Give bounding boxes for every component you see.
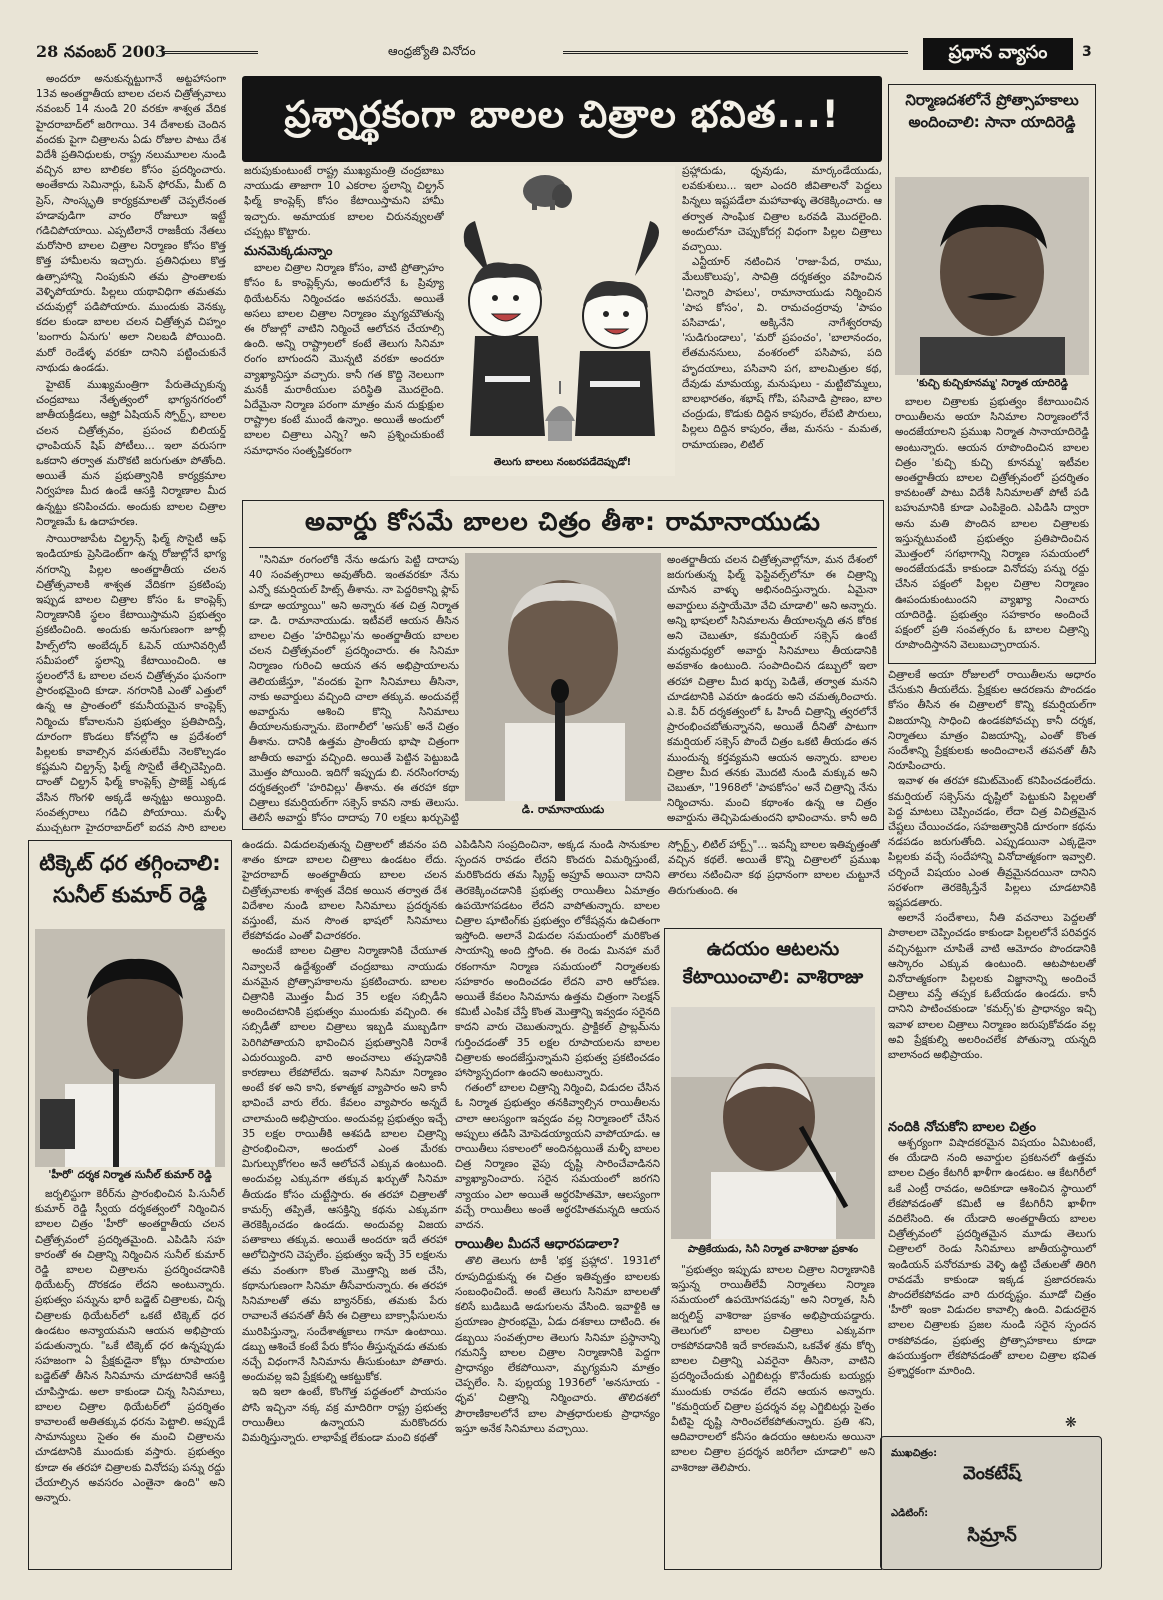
center-col3-para1: ప్రహ్లాదుడు, ధృవుడు, మార్కండేయుడు, లవకుశులు... ఇలా ఎందరి జీవితాలనో పెద్దలు పిన్నలు ఇష్టపడేలా మహావాళ్ళు తెరకెక్కించారు. ఆ తర్వాత సాంఘిక చిత్రాల ఒరవడి మొదలైంది. అందులోనూ చెప్పుకోదగ్గ విధంగా పిల్లల చిత్రాలు వచ్చాయి. xyxy=(682,165,882,254)
ticket-section xyxy=(28,840,232,1570)
vasiraju-photo xyxy=(671,1007,875,1239)
paragraph-3: సాయిరాజాపేట చిల్డ్రన్స్ ఫిల్మ్ సొసైటీ ఆఫ్ ఇండియాకు ప్రెసిడెంట్‌గా ఉన్న రోజుల్లోనే భాగ్య నగరాన్ని పిల్లల అంతర్జాతీయ చలన చిత్రోత్సవాలకి శాశ్వత వేదికగా ప్రకటింపు ఇప్పుడ బాలల చిత్రాల కోసం ఓ కాంప్లెక్స్ నిర్మాణానికి స్థలం కేటాయిస్తామని ప్రభుత్వం ప్రకటించింది. అందుకు అనుగుణంగా జూబ్లీ హిల్స్‌లోని అంబేద్కర్ ఓపెన్ యూనివర్సిటీ సమీపంలో స్థలాన్ని కేటాయించింది. ఆ స్థలంలోనే ఓ బాలల చలన చిత్రోత్సవం ఘనంగా ప్రారంభమైంది కూడా. నగరానికి ఎంతో ఎత్తులో ఉన్న ఆ ప్రాంతంలో కమనీయమైన కాంప్లెక్స్ నిర్మించు కోవాలనుని ప్రభుత్వం ప్రతిపాదిస్తే, దూరంగా కొండలు కోనల్లోని ఆ ప్రదేశంలో పిల్లలకు కావాల్సిన వసతులేమీ నెలకొల్పడం కష్టమని చిల్డ్రన్స్ ఫిల్మ్ సొసైటీ తేల్చిచెప్పింది. దాంతో చిల్డ్రన్ ఫిల్మ్ కాంప్లెక్స్ ప్రాజెక్ట్ ఎక్కడ వేసిన గొంగళి అక్కడే అన్నట్టు అయ్యింది. సంవత్సరాలు గడిచి పోయాయి. మళ్ళీ ముచ్చటగా హైదరాబాద్‌లో ఐదవ సారి బాలల xyxy=(36,533,226,834)
children-illustration xyxy=(450,166,675,476)
middle-col2-para3: తొలి తెలుగు టాకీ 'భక్త ప్రహ్లాద'. 1931లో రూపుదిద్దుకున్న ఈ చిత్రం ఇతివృత్తం బాలలకు సంబంధించిందే. అంటే తెలుగు సినిమా బాలలతో కలిసే బుడిబుడి అడుగులను వేసింది. ఇవాళ్టికి ఆ ప్రయాణం ప్రారంభమై, ఏడు దశకాలు దాటింది. ఈ డబ్బయి సంవత్సరాల తెలుగు సినిమా ప్రస్థానాన్ని గమనిస్తే బాలల చిత్రాల నిర్మాణానికి పెద్దగా ప్రాధాన్యం లేకపోయినా, మృగ్యమని మాత్రం చెప్పలేం. సి. పుల్లయ్య 1936లో 'అనసూయ - ధృవ' చిత్రాన్ని నిర్మించారు. తొలిదశలో పౌరాణికాలలోనే బాల పాత్రధారులకు ప్రాధాన్యం ఇస్తూ అనేక సినిమాలు వచ్చాయి. xyxy=(455,1255,660,1435)
yadireddy-body: బాలల చిత్రాలకు ప్రభుత్వం కేటాయించిన రాయితీలను అయా సినిమాల నిర్మాణంలోనే అందజేయాలని ప్రముఖ నిర్మాత సానాయాదిరెడ్డి అంటున్నారు. ఆయన రూపొందించిన బాలల చిత్రం 'కుచ్చి కుచ్చి కూనమ్మ' ఇటీవల అంతర్జాతీయ బాలల చిత్రోత్సవంలో ప్రదర్శితం కావటంతో పాటు విదేశీ సినిమాలతో పోటీ పడి బహుమానికి కూడా ఎంపికైంది. ఎపిడిసి ద్వారా అను మతి పొందిన బాలల చిత్రాలకు ఇస్తున్నటువంటి ప్రభుత్వం ప్రతిపాదించిన మొత్తంలో సగభాగాన్ని నిర్మాణ సమయంలో అందజేయడమే కాకుండా వినోదపు పన్ను రద్దు చేసిన పక్షంలో పిల్లల చిత్రాల నిర్మాణం ఊపందుకుంటుందని వ్యాఖ్యా నించారు యాదిరెడ్డి. ప్రభుత్వం సహకారం అందించే పక్షంలో ప్రతి సంవత్సరం ఓ బాలల చిత్రాన్ని రూపొందిస్తానని వెలుబుచ్చారాయన. xyxy=(895,396,1089,652)
center-col1-text xyxy=(244,164,444,494)
paragraph-2: హైటెక్ ముఖ్యమంత్రిగా పేరుతెచ్చుకున్న చంద్రబాబు నేతృత్వంలో భాగ్యనగరంలో జాతీయక్రీడలు, ఆఫ్రో ఏషియన్ స్పోర్ట్స్, బాలల చలన చిత్రోత్సవం, ప్రపంచ బిలియర్డ్ ఛాంపియన్ షిప్ పోటీలు... ఇలా వరుసగా ఒకదాని తర్వాత మరొకటి జరుగుతూ పోతోంది. అయితే మన ప్రభుత్వానికి కార్యక్రమాల నిర్వహణ మీద ఉండే ఆసక్తి నిర్మాణాల మీద ఉన్నట్టు కనిపించదు. అందుకు బాలల చిత్రాల నిర్మాణమే ఓ ఉదాహరణ. xyxy=(36,379,226,528)
right-para-4: ఆశ్చర్యంగా విషాదకరమైన విషయం ఏమిటంటే, ఈ యేడాది నంది అవార్డుల ప్రకటనలో ఉత్తమ బాలల చిత్రం కేటగిరీ ఖాళీగా ఉండటం. ఆ కేటగిరీలో ఒకే ఎంట్రీ రావడం, అదికూడా ఆశించిన స్థాయిలో లేకపోవడంతో కమిటీ ఆ కేటగిరీని ఖాళీగా వదిలేసింది. ఈ యేడాది అంతర్జాతీయ బాలల చిత్రోత్సవంలో ప్రదర్శితమైన మూడు తెలుగు చిత్రాలలో రెండు సినిమాలు జాతీయస్థాయిలో ఇండియన్ పనోరమాకు వెళ్ళి ఉట్టి చేతులతో తిరిగి రావడమే కాకుండా ఇక్కడ ప్రజాదరణను పొందలేకపోవడం వారి దురదృష్టం. మూడో చిత్రం 'హీరో' ఇంకా విడుదల కావాల్సి ఉంది. విడుదలైన బాలల చిత్రాలకు ప్రజల నుండి సరైన స్పందన రాకపోవడం, ప్రభుత్వ ప్రోత్సాహకాలు కూడా ఉపయుక్తంగా లేకపోవడంతో బాలల చిత్రాల భవిత ప్రశ్నార్థకంగా మారింది. xyxy=(888,1137,1096,1378)
sunil-portrait-icon xyxy=(35,929,225,1167)
children-cartoon-icon xyxy=(450,166,675,476)
award-col2: అంతర్జాతీయ చలన చిత్రోత్సవాల్లోనూ, మన దేశంలో జరుగుతున్న ఫిల్మ్ ఫెస్టివల్స్‌లోనూ ఈ చిత్రాన్ని చూసిన వాళ్ళు అభినందిస్తున్నారు. ఏమైనా అవార్డులు వస్తాయేమో వేచి చూడాలి" అని అన్నారు. అన్ని భాషలలో సినిమాలను తీయాలన్నది తన కోరిక అని చెబుతూ, కమర్షియల్ సక్సెస్ ఉంటే మధ్యమధ్యలో అవార్డు సినిమాలు తీయడానికి అవకాశం ఉంటుంది. సంపాదించిన డబ్బులో ఇలా తరహా చిత్రాల మీద ఖర్చు పెడితే, తర్వాత మనని చూడటానికి ఎవరూ ఉండరు అని చమత్కరించారు. ఎ.కె. వీర్ దర్శకత్వంలో ఓ హిందీ చిత్రాన్ని త్వరలోనే ప్రారంభించబోతున్నానని, అయితే దీనితో పాటుగా కమర్షియల్ సక్సెస్ పొందే చిత్రం ఒకటి తీయడం తన ముందున్న కర్తవ్యమని ఆయన అన్నారు. బాలల చిత్రాల మీద తనకు మొదటి నుండి మక్కువ అని చెబుతూ, "1968లో 'పాపకోసం' అనే చిత్రాన్ని నేను నిర్మించాను. మంచి కథాంశం ఉన్న ఆ చిత్రం అవార్డును తెచ్చిపెడుతుందని భావించాను. కానీ అది xyxy=(667,554,877,825)
yadireddy-headline: నిర్మాణదశలోనే ప్రోత్సాహకాలు అందించాలి: సానా యాదిరెడ్డి xyxy=(905,91,1079,131)
udayam-headline: ఉదయం ఆటలను కేటాయించాలి: వాశిరాజు xyxy=(682,938,864,988)
masthead-rule xyxy=(163,51,258,54)
right-column-text xyxy=(888,668,1096,1168)
award-col1: "సినిమా రంగంలోకి నేను అడుగు పెట్టి దాదాపు 40 సంవత్సరాలు అవుతోంది. ఇంతవరకూ నేను ఎన్నో కమర్షియల్ హిట్స్ తీశాను. నా పెద్దరికాన్ని ఫ్లాప్ కూడా అయ్యాయి" అని అన్నారు శత చిత్ర నిర్మాత డా. డి. రామానాయుడు. ఇటీవలే ఆయన తీసిన బాలల చిత్రం 'హరివిల్లు'ను అంతర్జాతీయ బాలల చలన చిత్రోత్సవంలో ప్రదర్శించారు. ఈ సినిమా నిర్మాణం గురించి ఆయన తన అభిప్రాయాలను తెలియజేస్తూ, "వందకు పైగా సినిమాలు తీసినా, నాకు అవార్డులు వచ్చింది చాలా తక్కువ. అందువల్లే అవార్డును ఆశించి కొన్ని సినిమాలు తీయాలనుకున్నాను. బెంగాలీలో 'అసుక్' అనే చిత్రం తీశాను. దానికి ఉత్తమ ప్రాంతీయ భాషా చిత్రంగా జాతీయ అవార్డు వచ్చింది. అయితే పెట్టిన పెట్టుబడి మొత్తం పోయింది. ఇదిగో ఇప్పుడు బి. నరసింగరావు దర్శకత్వంలో 'హరివిల్లు' తీశాను. ఈ తరహా కథా చిత్రాలు కమర్షియల్‌గా సక్సెస్ కావని నాకు తెలుసు. తెలిసే అవార్డు కోసం దాదాపు 70 లక్షలు ఖర్చుపెట్టి xyxy=(249,554,459,825)
yadireddy-photo-caption: 'కుచ్చి కుచ్చికూనమ్మ' నిర్మాత యాదిరెడ్డి xyxy=(916,378,1068,389)
middle-col1-para1: ఉండదు. విడుదలవుతున్న చిత్రాలలో జీవనం పది శాతం కూడా బాలల చిత్రాలు ఉండటం లేదు. హైదరాబాద్ అంతర్జాతీయ బాలల చలన చిత్రోత్సవాలకు శాశ్వత వేదిక అయిన తర్వాత దేశ విదేశాల నుండి బాలల సినిమాలు ప్రదర్శనకు వస్తుంటే, మన సొంత భాషలో సినిమాలు లేకపోవడం ఎంతో విచారకరం. xyxy=(242,839,447,943)
center-col3-text xyxy=(682,164,882,494)
credits-box xyxy=(880,1436,1102,1570)
elephant-mascot-icon xyxy=(523,175,572,210)
udayam-section xyxy=(664,928,882,1570)
editing-credit-name: సిమ్రాన్ xyxy=(967,1525,1017,1546)
middle-col1-para3: ఇది ఇలా ఉంటే, కొంగొత్త పద్ధతంలో పాయసం పోసి ఇచ్చినా నక్క వక్ర మాదిరిగా రాష్ట్ర ప్రభుత్వ రాయితీలు ఉన్నాయని మరికొందరు విమర్శిస్తున్నారు. లాభాపేక్ష లేకుండా మంచి కథతో xyxy=(242,1386,447,1444)
editing-credit-label: ఎడిటింగ్: xyxy=(891,1508,929,1519)
center-col3-para2: ఎన్టీయార్ నటించిన 'రాజు-పేద, రాము, మేలుకొలుపు', సావిత్రి దర్శకత్వం వహించిన 'చిన్నారి పాపలు', రామానాయుడు నిర్మించిన 'పాప కోసం', వి. రామచంద్రరావు 'పాపం పసివాడు', అక్కినేని నాగేశ్వరరావు 'సుడిగుండాలు', 'మరో ప్రపంచం', 'బాలానందం, లేతమనసులు, వంశరంలో పసిపాప, పది హృదయాలు, పసివాని పగ, బాలమిత్రుల కథ, దేవుడు మామయ్య, మనుషులు - మట్టిబొమ్మలు, బాలభారతం, శభాష్ గోపి, పసివాడి ప్రాణం, బాల చంద్రుడు, కొడుకు దిద్దిన కాపురం, లేపటి పౌరులు, పిల్లలు దిద్దిన కాపురం, తేజ, మనసు - మమత, రామాయణం, లిటిల్ xyxy=(682,256,882,451)
ramanaidu-photo xyxy=(465,553,661,801)
paper-name: ఆంధ్రజ్యోతి వినోదం xyxy=(388,44,476,58)
sunil-photo xyxy=(35,929,225,1167)
right-child-figure xyxy=(575,221,659,436)
award-headline: అవార్డు కోసమే బాలల చిత్రం తీశా: రామానాయుడు xyxy=(249,507,877,548)
subhead-concessions: రాయితీల మీదనే ఆధారపడాలా? xyxy=(455,1237,620,1253)
vasiraju-photo-caption: పాత్రికేయుడు, సినీ నిర్మాత వాశిరాజు ప్రకాశం xyxy=(687,1244,859,1255)
ramanaidu-photo-caption: డి. రామానాయుడు xyxy=(521,803,605,816)
ramanaidu-portrait-icon xyxy=(465,553,661,801)
left-child-figure xyxy=(464,221,545,436)
ticket-body: జర్నలిస్టుగా కెరీర్‌ను ప్రారంభించిన పి.సునీల్ కుమార్ రెడ్డి స్వీయ దర్శకత్వంలో నిర్మించిన బాలల చిత్రం 'హీరో' అంతర్జాతీయ చలన చిత్రోత్సవంలో ప్రదర్శితమైంది. ఎపిడిసి సహ కారంతో ఈ చిత్రాన్ని నిర్మించిన సునీల్ కుమార్ రెడ్డి బాలల చిత్రాలను ప్రదర్శించడానికి థియేటర్స్ దొరకడం లేదని అంటున్నారు. ప్రభుత్వం పన్నును భారీ బడ్జెట్ చిత్రాలకు, చిన్న చిత్రాలకు థియేటర్‌లో ఒకటే టిక్కెట్ ధర ఉండటం అన్యాయమని ఆయన అభిప్రాయ పడుతున్నారు. "ఒకే టిక్కెట్ ధర ఉన్నప్పుడు సహజంగా ఏ ప్రేక్షకుడైనా కోట్లు రూపాయల బడ్జెట్‌తో తీసిన సినిమాను చూడటానికే ఆసక్తి చూపిస్తాడు. అలా కాకుండా చిన్న సినిమాలు, బాలల చిత్రాల థియేటర్‌లో ప్రదర్శితం కావాలంటే అతితక్కువ ధరను పెట్టాలి. అప్పుడే సామాన్యులు సైతం ఈ మంచి చిత్రాలను చూడటానికి ముందుకు వస్తారు. ప్రభుత్వం కూడా ఈ తరహా చిత్రాలకు వినోదపు పన్ను రద్దు చేయాల్సిన అవసరం ఎంతైనా ఉంది" అని అన్నారు. xyxy=(35,1188,225,1505)
subhead-nandi: నందికి నోచుకోని బాలల చిత్రం xyxy=(888,1120,1036,1135)
udayam-body: "ప్రభుత్వం ఇప్పుడు బాలల చిత్రాల నిర్మాణానికి ఇస్తున్న రాయితీలేవీ నిర్మాతలు నిర్మాణ సమయంలో ఉపయోగపడవు" అని నిర్మాత, సినీ జర్నలిస్ట్ వాశిరాజు ప్రకాశం అభిప్రాయపడ్డారు. తెలుగులో బాలల చిత్రాలు ఎక్కువగా రాకపోవడానికి ఇదే కారణమని, ఒకవేళ శ్రమ కోర్చి బాలల చిత్రాన్ని ఎవరైనా తీసినా, వాటిని ప్రదర్శించేందుకు ఎగ్జిబిటర్లు కొనేందుకు బయ్యర్లు ముందుకు రావడం లేదని ఆయన అన్నారు. "కమర్షియల్ చిత్రాల ప్రదర్శన వల్ల ఎగ్జిబిటర్లు సైతం వీటిపై దృష్టి సారించలేకపోతున్నారు. ప్రతి శని, ఆదివారాలలో కనీసం ఉదయం ఆటలను అయినా బాలల చిత్రాల ప్రదర్శన జరిగేలా చూడాలి" అని వాశిరాజు తెలిపారు. xyxy=(671,1264,875,1474)
sunil-photo-caption: 'హీరో' దర్శక నిర్మాత సునీల్ కుమార్ రెడ్డి xyxy=(48,1169,212,1181)
right-para-3: అలానే సందేశాలు, నీతి వచనాలు పెద్దలతో పాఠాలలా చెప్పించడం కాకుండా పిల్లలలోనే పరివర్తన వచ్చినట్టుగా చూపితే వాటి ఆమోదం పొందడానికి ఆస్కారం ఎక్కువ ఉంటుంది. ఆటపాటలతో వినోదాత్మకంగా పిల్లలకు విజ్ఞానాన్ని అందించే చిత్రాలు వస్తే తప్పక ఓటేయడం ఉండదు. కానీ దానిని పాటించకుండా 'కమర్స్'కు ప్రాధాన్యం ఇచ్చి ఇవాళ బాలల చిత్రాలు నిర్మాణం జరుపుకోవడం వల్ల అవి ప్రేక్షకుల్ని అలరించలేక పోతున్నా యన్నది బాలానంద అభిప్రాయం. xyxy=(888,912,1096,1062)
temple-dome-icon xyxy=(545,381,575,441)
right-para-1: చిత్రాలకే అయా రోజులలో రాయితీలను అధారం చేసుకుని తీయలేదు. ప్రేక్షకుల ఆదరణను పొందడం కోసం తీసిన ఈ చిత్రాలలో కొన్ని కమర్షియల్‌గా విజయాన్ని సాధించి ఉండకపోవచ్చు కానీ దర్శక, నిర్మాతలు మాత్రం విజయాన్ని, ఎంతో కొంత సందేశాన్ని ప్రేక్షకులకు అందించాలనే తపనతో తీసి నిరూపించారు. xyxy=(888,669,1096,773)
end-asterisk-icon: ❋ xyxy=(1065,1415,1077,1431)
center-col1-para1: జరుపుకుంటుంటే రాష్ట్ర ముఖ్యమంత్రి చంద్రబాబు నాయుడు తాజాగా 10 ఎకరాల స్థలాన్ని చిల్డ్రన్ ఫిల్మ్ కాంప్లెక్స్ కోసం కేటాయిస్తామని హామీ ఇచ్చారు. అమాయక బాలల చిరునవ్వులతో చప్పట్లు కొట్టారు. xyxy=(244,165,444,238)
middle-col2-para2: గతంలో బాలల చిత్రాన్ని నిర్మించి, విడుదల చేసిన ఓ నిర్మాత ప్రభుత్వం తనకివ్వాల్సిన రాయితీలను చాలా ఆలస్యంగా ఇవ్వడం వల్ల నిర్మాణంలో చేసిన అప్పులు తడిసి మోపెడయ్యాయని వాపోయాడు. ఆ రాయితీలు సకాలంలో అందినట్లయితే మళ్ళీ బాలల చిత్ర నిర్మాణం వైపు దృష్టి సారించేవాడినని వ్యాఖ్యానించారు. సరైన సమయంలో జరగని న్యాయం ఎలా అయితే అర్థరహితమో, ఆలస్యంగా వచ్చే రాయితీలు అంతే అర్థరహితమన్నది ఆయన వాదన. xyxy=(455,1082,660,1232)
award-section xyxy=(242,500,884,830)
middle-col1-para2: అందుకే బాలల చిత్రాల నిర్మాణానికి చేయూత నివ్వాలనే ఉద్దేశ్యంతో చంద్రబాబు నాయుడు మనమైన ప్రోత్సాహకాలను ప్రకటించారు. బాలల చిత్రానికి మొత్తం మీద 35 లక్షల సబ్సిడీని అందించటానికి ప్రభుత్వం ముందుకు వచ్చింది. ఈ సబ్సిడీతో బాలల చిత్రాలు ఇబ్బడి ముబ్బడిగా పెరిగిపోతాయని భావించిన ప్రభుత్వానికి నిరాశే ఎదురయ్యింది. వారి అంచనాలు తప్పడానికి కారణాలు లేకపోలేదు. ఇవాళ సినిమా నిర్మాణం అంటే కళ అని కాని, కళాత్మక వ్యాపారం అని కానీ భావించే వారు లేరు. కేవలం వ్యాపారం అన్నదే చాలామంది అభిప్రాయం. అందువల్ల ప్రభుత్వం ఇచ్చే 35 లక్షల రాయితీకి ఆశపడి బాలల చిత్రాన్ని ప్రారంభించినా, అందులో ఎంత మేరకు మిగుల్చుకోగలం అనే ఆలోచనే ఎక్కువ ఉంటుంది. అందువల్ల ఎక్కువగా తక్కువ ఖర్చుతో సినిమా తీయడం కోసం చుట్టేస్తారు. ఈ తరహా చిత్రాలతో కామర్స్ తప్పితే, ఆసక్తిన్ని కథను ఎక్కువగా తెరకెక్కించడం ఉండదు. అందువల్ల విజయ పతాకాలు తక్కువ. అయితే అందరూ ఇదే తరహా ఆలోచిస్తారని చెప్పలేం. ప్రభుత్వం ఇచ్చే 35 లక్షలను తమ వంతుగా కొంత మొత్తాన్ని జత చేసి, కథానుగుణంగా సినిమా తీసేవారున్నారు. ఈ తరహా సినిమాలతో తమ బ్యానర్‌కు, తమకు పేరు రావాలనే తపనతో తీసే ఈ చిత్రాలు బాక్సాఫీసులను మురిపిస్తున్నా, సందేశాత్మకాలు గానూ ఉంటాయి. డబ్బు ఆశించే కంటే పేరు కోసం తీస్తున్నవడు తమకు నచ్చే విధంగానే సినిమాను తీసుకుంటూ పోతారు. అందువల్ల ఇవి ప్రేక్షకుల్ని ఆకట్టుకోక. xyxy=(242,945,447,1384)
middle-col2-text xyxy=(455,838,660,1570)
right-para-2: ఇవాళ ఈ తరహా కమిట్‌మెంట్ కనిపించడంలేదు. కమర్షియల్ సక్సెస్‌ను దృష్టిలో పెట్టుకుని పిల్లలతో పెద్ద మాటలు చెప్పించడం, లేదా చిత్ర విచిత్రమైన చేష్టలు చేయించడం, సహజత్వానికి దూరంగా కథను నడపడం జరుగుతోంది. ఎప్పుడయినా ఎక్కడైనా పిల్లలకు వచ్చే సందేహాన్ని వినోదాత్మకంగా ఇవ్వాలి. చర్చించే విషయం ఎంత తీవ్రమైనదయినా దానిని సరళంగా తెరకెక్కిస్తేనే పిల్లలు చూడటానికి ఇష్టపడతారు. xyxy=(888,775,1096,910)
middle-col2-para1: ఎపిడిసిని సంప్రదించినా, అక్కడ నుండి సానుకూల స్పందన రావడం లేదని కొందరు విమర్శిస్తుంటే, మరికొందరు తమ స్క్రిప్ట్ అప్రూవ్ అయినా దానిని తెరకెక్కించడానికి ప్రభుత్వ రాయితీలు ఏమాత్రం ఉపయోగపడటం లేదని వాపోతున్నారు. బాలల చిత్రాల షూటింగ్‌కు ప్రభుత్వం లోకేషన్లను ఉచితంగా ఇస్తోంది. అలానే విడుదల సమయంలో మరికొంత సాయాన్ని అంది స్తోంది. ఈ రెండు మినహా మరే రకంగానూ నిర్మాణ సమయంలో నిర్మాతలకు సహకారం అందించడం లేదని వారి ఆరోపణ. అయితే కేవలం సినిమాను ఉత్తమ చిత్రంగా సెలక్షన్ కమిటీ ఎంపిక చేస్తే కొంత మొత్తాన్ని ఇవ్వడం సరైనది కాదని వారు చెబుతున్నారు. ప్రాక్టికల్ ప్రాబ్లమ్‌ను గుర్తించడంతో 35 లక్షల రూపాయలను బాలల చిత్రాలకు అందజేస్తున్నామని ప్రభుత్వ ప్రకటించడం హాస్యాస్పదంగా ఉందని అంటున్నారు. xyxy=(455,839,660,1080)
subhead-where-are-we: మనమెక్కడున్నాం xyxy=(244,244,333,260)
masthead-rule-right xyxy=(563,51,908,54)
ticket-headline: టిక్కెట్ ధర తగ్గించాలి: సునీల్ కుమార్ రెడ్డి xyxy=(39,851,221,907)
yadireddy-interview-box xyxy=(888,84,1096,664)
intro-paragraph: అందరూ అనుకున్నట్టుగానే అట్టహాసంగా 13వ అంతర్జాతీయ బాలల చలన చిత్రోత్సవాలు నవంబర్ 14 నుండి 20 వరకూ శాశ్వత వేదిక హైదరాబాద్‌లో జరిగాయి. 34 దేశాలకు చెందిన వందకు పైగా చిత్రాలను ఏడు రోజుల పాటు దేశ విదేశీ ప్రతినిధులకు, రాష్ట్ర నలుమూలల నుండి వచ్చిన బాల బాలికల కోసం ప్రదర్శించారు. అంతేకాదు సెమినార్లు, ఓపెన్ ఫోరమ్, మీట్ ది ప్రెస్, సాంస్కృతి కార్యక్రమాలతో చెప్పలేనంత హడావుడిగా వారం రోజులూ ఇట్టే గడిచిపోయాయి. ఎప్పటిలానే రాజకీయ నేతలు మరోసారి బాలల చిత్రాల నిర్మాణం కోసం కొత్త కొత్త హామీలను ఇచ్చారు. ప్రతినిధులు కొత్త ఉత్సాహాన్ని నింపుకుని తమ ప్రాంతాలకు వెళ్ళిపోయారు. పిల్లలు యథావిధిగా తమతమ చదువుల్లో పడిపోయారు. ముందుకు వెనక్కు కదల కుండా బాలల చలన చిత్రోత్సవ చిహ్నం 'బంగారు ఏనుగు' అలా నిలబడి పోయింది. మరో రెండేళ్ళ వరకూ దానిని పట్టించుకునే నాథుడు ఉండడు. xyxy=(36,73,226,374)
section-label: ప్రధాన వ్యాసం xyxy=(923,38,1073,70)
cover-credit-label: ముఖచిత్రం: xyxy=(891,1448,938,1459)
yadireddy-photo xyxy=(895,177,1089,375)
man-portrait-icon xyxy=(895,177,1089,375)
vasiraju-portrait-icon xyxy=(671,1007,875,1239)
page-number: 3 xyxy=(1082,44,1092,60)
middle-col1-text xyxy=(242,838,447,1570)
main-headline: ప్రశ్నార్థకంగా బాలల చిత్రాల భవిత...! xyxy=(242,76,882,162)
middle-col3-text: స్పోర్ట్స్, లిటిల్ హార్ట్స్"... ఇవన్నీ బాలల ఇతివృత్తంతో వచ్చిన కథలే. అయితే కొన్ని చిత్రాలలో ప్రముఖ తారలు నటించినా కథ ప్రధానంగా బాలల చుట్టూనే తిరుగుతుంది. ఈ xyxy=(668,839,880,897)
masthead xyxy=(28,40,1098,68)
issue-date: 28 నవంబర్ 2003 xyxy=(36,42,167,61)
illustration-caption: తెలుగు బాలలు నంబరపడేదెప్పుడో! xyxy=(493,457,632,468)
cover-credit-name: వెంకటేష్ xyxy=(962,1463,1022,1484)
left-column-text xyxy=(36,72,226,834)
center-col1-para2: బాలల చిత్రాల నిర్మాణ కోసం, వాటి ప్రోత్సాహం కోసం ఓ కాంప్లెక్స్‌ను, అందులోనే ఓ ప్రివ్యూ థియేటర్‌ను నిర్మించడం అవసరమే. అయితే అసలు బాలల చిత్రాల నిర్మాణం మృగ్యమౌతున్న ఈ రోజుల్లో వాటిని నిర్మించే ఆలోచన చేయాల్సి ఉంది. అన్ని రాష్ట్రాలలో కంటే తెలుగు సినిమా రంగం బాగుందని మొన్నటి వరకూ అందరూ వ్యాఖ్యానిస్తూ వచ్చారు. కానీ గత కొద్ది నెలలుగా మనకీ మరాఠీయుల పరిస్థితి మొదలైంది. ఏదేమైనా నిర్మాణ పరంగా మాత్రం మన దుక్షుక్షుల రాష్ట్రాల కంటే ముందే ఉన్నాం. అయితే అందులో బాలల చిత్రాలు ఎన్ని? అని ప్రశ్నించుకుంటే సమాధానం సంతృప్తికరంగా xyxy=(244,262,444,457)
